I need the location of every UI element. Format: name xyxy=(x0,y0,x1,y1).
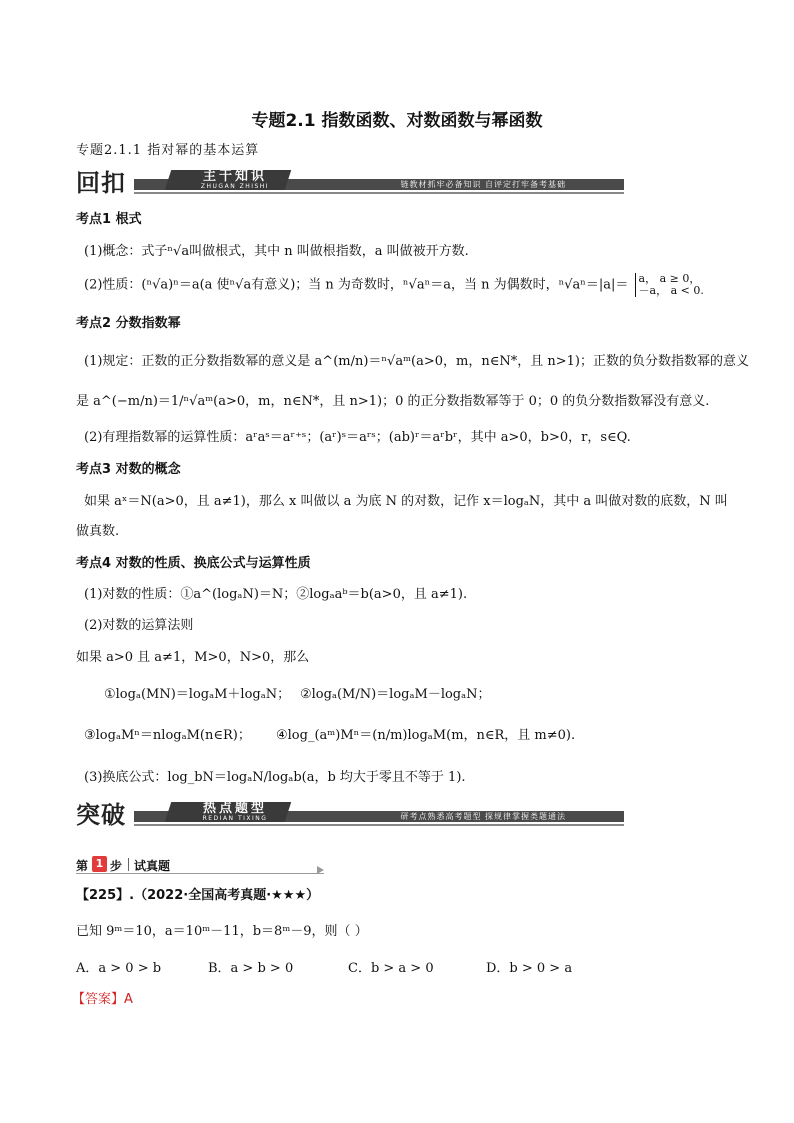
k2-line3: (2)有理指数幂的运算性质：aʳaˢ＝aʳ⁺ˢ；(aʳ)ˢ＝aʳˢ；(ab)ʳ＝aʳbʳ，其中 a>0，b>0，r，s∈Q. xyxy=(84,430,631,445)
question-stem: 已知 9ᵐ＝10，a＝10ᵐ－11，b＝8ᵐ－9，则（ ） xyxy=(76,924,368,939)
banner-pill-cn: 主干知识 xyxy=(202,169,267,184)
k4-rule3: ③logₐMⁿ＝nlogₐM(n∈R)； xyxy=(84,728,251,743)
k2-line2: 是 a^(−m/n)＝1/ⁿ√aᵐ(a>0，m，n∈N*，且 n>1)；0 的正分数指数幂等于 0；0 的负分数指数幂没有意义. xyxy=(76,394,710,409)
k4-line1: (1)对数的性质：①a^(logₐN)＝N；②logₐaᵇ＝b(a>0，且 a≠1). xyxy=(84,587,468,602)
k2-line1: (1)规定：正数的正分数指数幂的意义是 a^(m/n)＝ⁿ√aᵐ(a>0，m，n∈N*，且 n>1)；正数的负分数指数幂的意义 xyxy=(84,354,749,369)
k4-rule2: ②logₐ(M/N)＝logₐM－logₐN； xyxy=(300,687,491,702)
k3-line2: 做真数. xyxy=(76,524,120,539)
k4-line6: (3)换底公式：log_bN＝logₐN/logₐb(a，b 均大于零且不等于 1). xyxy=(84,770,466,785)
k4-rule1: ①logₐ(MN)＝logₐM＋logₐN； xyxy=(104,687,291,702)
k1-heading: 考点1 根式 xyxy=(76,212,142,227)
step-label2: 步 xyxy=(110,859,123,873)
section-banner-review xyxy=(76,170,624,196)
banner-big-text: 突破 xyxy=(76,801,126,829)
option-c: C．b > a > 0 xyxy=(348,961,434,976)
banner-underline xyxy=(134,824,624,826)
step-label: 第 xyxy=(76,859,89,873)
k4-rule4: ④log_(aᵐ)Mⁿ＝(n/m)logₐM(m，n∈R，且 m≠0). xyxy=(276,728,576,743)
k1-line2-text: (2)性质：(ⁿ√a)ⁿ＝a(a 使ⁿ√a有意义)；当 n 为奇数时，ⁿ√aⁿ＝a，当 n 为偶数时，ⁿ√aⁿ＝|a|＝ xyxy=(84,277,629,293)
k1-line1: (1)概念：式子ⁿ√a叫做根式，其中 n 叫做根指数，a 叫做被开方数. xyxy=(84,244,469,259)
banner-pill-en: REDIAN TIXING xyxy=(202,815,268,822)
banner-pill-cn: 热点题型 xyxy=(202,801,267,816)
k1-case1: a， a ≥ 0， xyxy=(638,272,701,285)
k4-line2: (2)对数的运算法则 xyxy=(84,618,194,633)
section-banner-breakthrough xyxy=(76,802,624,828)
page-subtitle: 专题2.1.1 指对幂的基本运算 xyxy=(76,143,260,158)
k3-line1: 如果 aˣ＝N(a>0，且 a≠1)，那么 x 叫做以 a 为底 N 的对数，记作 x＝logₐN，其中 a 叫做对数的底数，N 叫 xyxy=(84,494,728,509)
k4-heading: 考点4 对数的性质、换底公式与运算性质 xyxy=(76,556,311,571)
question-head: 【225】.（2022·全国高考真题·★★★） xyxy=(76,888,320,903)
k1-piecewise xyxy=(635,273,704,297)
banner-right-text: 链教材抓牢必备知识 自评定打牢备考基础 xyxy=(400,180,566,189)
page-title: 专题2.1 指数函数、对数函数与幂函数 xyxy=(251,111,543,131)
step-title: 试真题 xyxy=(134,859,171,873)
step-separator xyxy=(128,858,129,871)
option-b: B．a > b > 0 xyxy=(208,961,294,976)
banner-right-text: 研考点熟悉高考题型 探规律掌握类题通法 xyxy=(400,812,566,821)
step-rule xyxy=(76,873,324,874)
option-a: A．a > 0 > b xyxy=(76,961,162,976)
answer-label: 【答案】A xyxy=(72,992,133,1007)
k4-line3: 如果 a>0 且 a≠1，M>0，N>0，那么 xyxy=(76,650,310,665)
k1-case2: －a， a < 0. xyxy=(638,284,704,297)
step-number-badge: 1 xyxy=(92,856,107,872)
option-d: D．b > 0 > a xyxy=(486,961,573,976)
step-tag xyxy=(76,856,324,874)
step-arrow-icon xyxy=(317,866,324,874)
k3-heading: 考点3 对数的概念 xyxy=(76,462,181,477)
banner-pill-en: ZHUGAN ZHISHI xyxy=(200,183,270,190)
k2-heading: 考点2 分数指数幂 xyxy=(76,316,181,331)
k1-line2 xyxy=(84,273,704,297)
banner-underline xyxy=(134,192,624,194)
banner-big-text: 回扣 xyxy=(76,169,126,197)
